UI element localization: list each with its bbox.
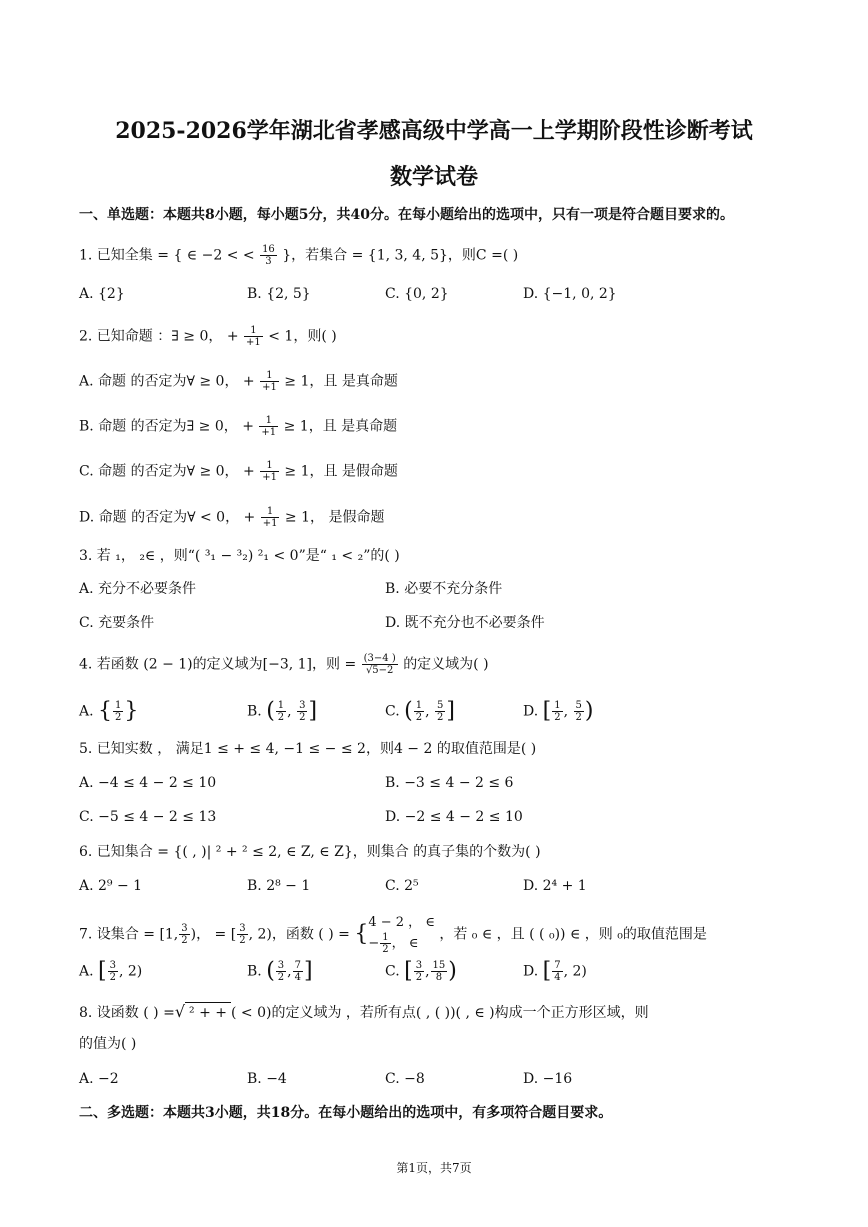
q2-option-d: D. 命题 的否定为∀ < 0， + $\frac{1}{+1}$ ≥ 1， 是假命题 bbox=[79, 506, 385, 529]
question-3: 3. 若 ₁， ₂∈ ，则“( ³₁ − ³₂) ²₁ < 0”是“ ₁ < ₂”的( ) bbox=[79, 548, 400, 564]
question-1 bbox=[79, 244, 518, 267]
q7-option-b: B. ( $\frac{3}{2}$ , $\frac{7}{4}$ ] bbox=[247, 958, 313, 984]
question-2 bbox=[79, 325, 337, 348]
exam-title: 2025-2026学年湖北省孝感高级中学高一上学期阶段性诊断考试 bbox=[115, 118, 753, 144]
q6-option-c: C. 2⁵ bbox=[385, 878, 419, 894]
question-7: 7. 设集合 = [1, $\frac{3}{2}$ )， = [ $\frac{3}{2}$ , 2)，函数 ( ) = { 4 − 2 ， ∈ − $\frac{1}{2}$ ， ∈ ，若 ₀ ∈ ，且 ( ( ₀)) ∈ ，则 ₀的取值范围是 bbox=[79, 915, 707, 955]
q7-piecewise-brace: { bbox=[354, 921, 369, 947]
q7-piecewise: 4 − 2 ， ∈ − $\frac{1}{2}$ ， ∈ bbox=[368, 915, 435, 955]
exam-subtitle: 数学试卷 bbox=[389, 164, 478, 190]
q1-fraction: $\frac{16}{3}$ bbox=[262, 244, 275, 267]
q4-option-d: D. [ $\frac{1}{2}$ , $\frac{5}{2}$ ) bbox=[523, 698, 594, 724]
q5-option-b: B. −3 ≤ 4 − 2 ≤ 6 bbox=[385, 775, 514, 791]
q6-option-d: D. 2⁴ + 1 bbox=[523, 878, 587, 894]
q7-option-a: A. [ $\frac{3}{2}$ , 2) bbox=[79, 958, 143, 984]
q1-option-c: C. {0, 2} bbox=[385, 286, 449, 302]
q5-option-c: C. −5 ≤ 4 − 2 ≤ 13 bbox=[79, 809, 217, 825]
q8-option-c: C. −8 bbox=[385, 1071, 425, 1087]
question-8: 8. 设函数 ( ) =√² + +( < 0)的定义域为 ，若所有点( , ( ))( , ∈ )构成一个正方形区域，则 bbox=[79, 1002, 649, 1021]
q3-option-c: C. 充要条件 bbox=[79, 615, 155, 631]
question-4: 4. 若函数 (2 − 1)的定义域为[−3, 1]，则 = $\frac{(3-4 )}{√5-2}$ 的定义域为( ) bbox=[79, 653, 489, 676]
q2-option-b: B. 命题 的否定为∃ ≥ 0， + $\frac{1}{+1}$ ≥ 1，且 是真命题 bbox=[79, 415, 398, 438]
q1-text-a: 1. 已知全集 = { ∈ −2 < < bbox=[79, 247, 255, 264]
section-heading-multiple-choice: 二、多选题：本题共3小题，共18分。在每小题给出的选项中，有多项符合题目要求。 bbox=[79, 1105, 613, 1121]
q2-text-b: < 1，则( ) bbox=[268, 328, 337, 345]
q8-option-a: A. −2 bbox=[79, 1071, 119, 1087]
q2-fraction: $\frac{1}{+1}$ bbox=[246, 325, 261, 348]
q4-fraction: $\frac{(3-4 )}{√5-2}$ bbox=[363, 653, 396, 676]
q8-radicand: ² + + bbox=[185, 1002, 231, 1023]
q3-option-a: A. 充分不必要条件 bbox=[79, 581, 197, 597]
question-8-cont: 的值为( ) bbox=[79, 1036, 137, 1052]
section-heading-single-choice: 一、单选题：本题共8小题，每小题5分，共40分。在每小题给出的选项中，只有一项是符合题目要求的。 bbox=[79, 207, 734, 223]
page-footer: 第1页，共7页 bbox=[396, 1161, 472, 1175]
q5-option-d: D. −2 ≤ 4 − 2 ≤ 10 bbox=[385, 809, 523, 825]
q3-option-b: B. 必要不充分条件 bbox=[385, 581, 503, 597]
q1-option-b: B. {2, 5} bbox=[247, 286, 311, 302]
q2-option-c: C. 命题 的否定为∀ ≥ 0， + $\frac{1}{+1}$ ≥ 1，且 是假命题 bbox=[79, 460, 398, 483]
q2-text-a: 2. 已知命题 ：∃ ≥ 0， + bbox=[79, 328, 239, 345]
q7-option-c: C. [ $\frac{3}{2}$ , $\frac{15}{8}$ ) bbox=[385, 958, 457, 984]
q8-option-b: B. −4 bbox=[247, 1071, 287, 1087]
q2-option-a: A. 命题 的否定为∀ ≥ 0， + $\frac{1}{+1}$ ≥ 1，且 是真命题 bbox=[79, 370, 398, 393]
q6-option-a: A. 2⁹ − 1 bbox=[79, 878, 143, 894]
q1-option-d: D. {−1, 0, 2} bbox=[523, 286, 617, 302]
q4-option-a: A. { $\frac{1}{2}$ } bbox=[79, 698, 139, 724]
question-5: 5. 已知实数 ， 满足1 ≤ + ≤ 4, −1 ≤ − ≤ 2，则4 − 2 的取值范围是( ) bbox=[79, 741, 537, 757]
q6-option-b: B. 2⁸ − 1 bbox=[247, 878, 311, 894]
q4-option-c: C. ( $\frac{1}{2}$ , $\frac{5}{2}$ ] bbox=[385, 698, 455, 724]
question-6: 6. 已知集合 = {( , )| ² + ² ≤ 2, ∈ Z, ∈ Z}，则集合 的真子集的个数为( ) bbox=[79, 844, 541, 860]
q1-option-a: A. {2} bbox=[79, 286, 125, 302]
q5-option-a: A. −4 ≤ 4 − 2 ≤ 10 bbox=[79, 775, 217, 791]
q7-option-d: D. [ $\frac{7}{4}$ , 2) bbox=[523, 958, 587, 984]
q1-text-b: }，若集合 = {1, 3, 4, 5}，则C =( ) bbox=[282, 247, 519, 264]
q8-option-d: D. −16 bbox=[523, 1071, 573, 1087]
q4-option-b: B. ( $\frac{1}{2}$ , $\frac{3}{2}$ ] bbox=[247, 698, 318, 724]
q3-option-d: D. 既不充分也不必要条件 bbox=[385, 615, 545, 631]
